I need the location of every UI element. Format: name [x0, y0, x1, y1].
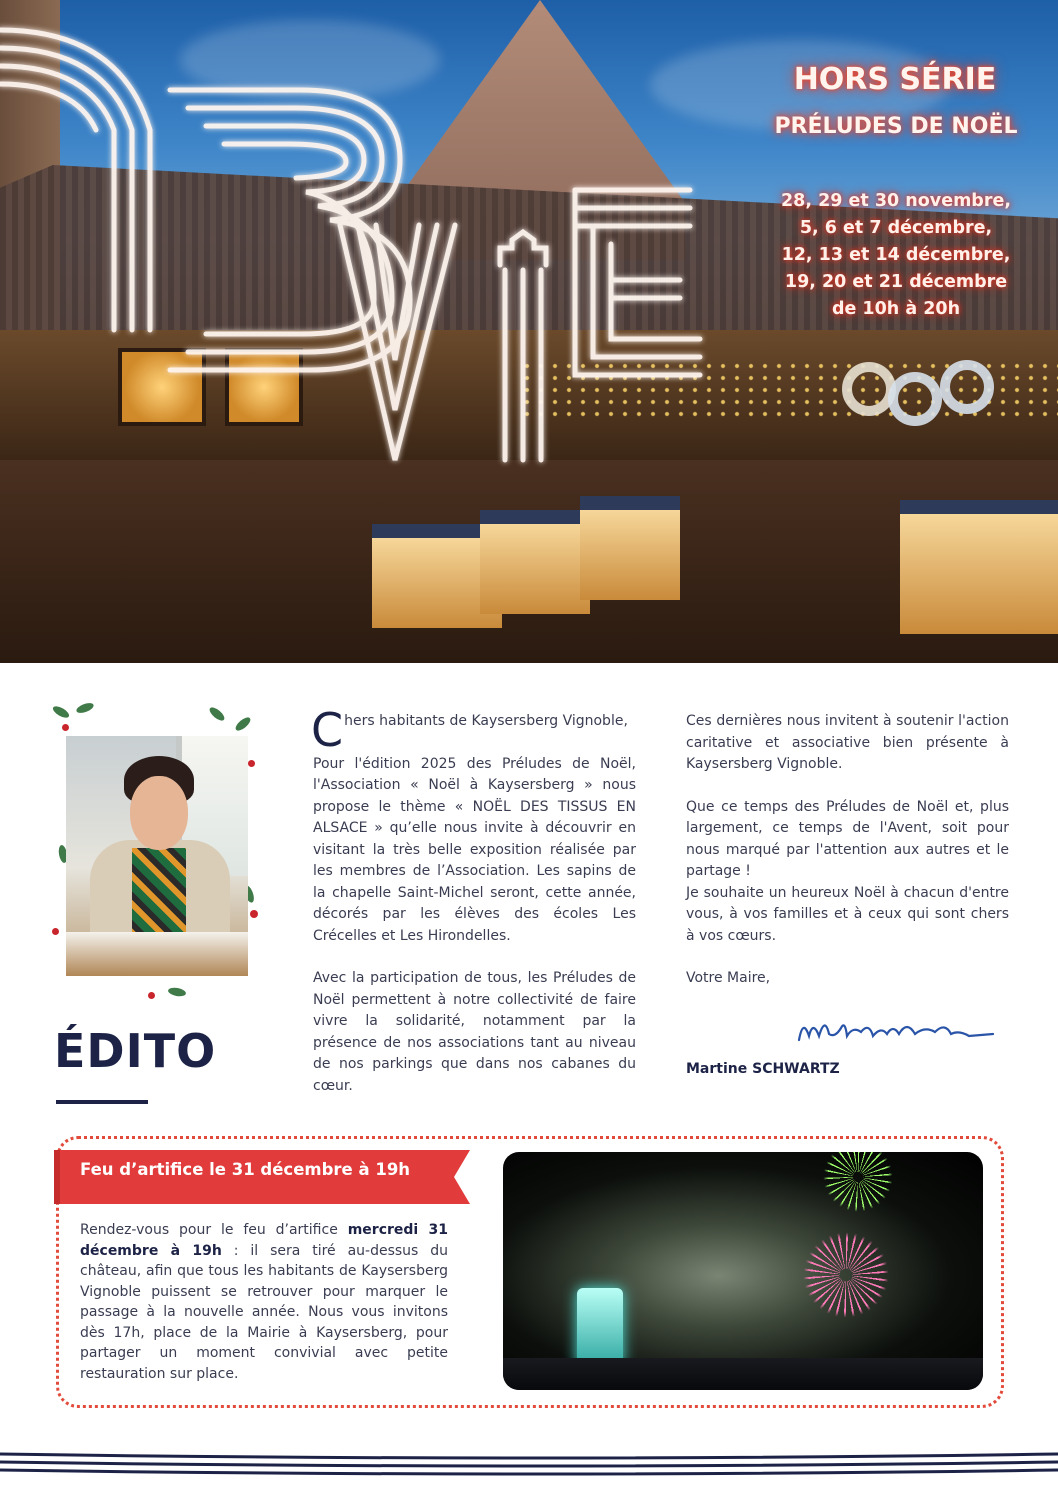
market-stall [580, 496, 680, 600]
preludes-de-noel-title: PRÉLUDES DE NOËL [774, 114, 1018, 139]
holly-leaf [234, 715, 253, 733]
mayor-photo [66, 736, 248, 976]
edito-underline [56, 1100, 148, 1104]
illuminated-tower [577, 1288, 623, 1366]
desk [66, 932, 248, 976]
edito-paragraph: Que ce temps des Préludes de Noël et, plus largement, ce temps de l'Avent, soit pour nous marqué par l'attention aux autres et le partage ! [686, 798, 1009, 879]
hors-serie-title: HORS SÉRIE [793, 62, 997, 97]
edito-paragraph: Pour l'édition 2025 des Préludes de Noël, l'Association « Noël à Kaysersberg » nous propose le thème « NOËL DES TISSUS EN ALSACE » qu’elle nous invite à découvrir en visitant la très belle exposition réalisée par les membres de l’Association. Les sapins de la chapelle Saint-Michel seront, cette année, décorés par les élèves des écoles Les Crécelles et Les Hirondelles. [313, 755, 636, 944]
holly-berry [250, 910, 258, 918]
mayor-portrait-frame [48, 700, 264, 1006]
holly-berry [248, 760, 255, 767]
date-line: 19, 20 et 21 décembre [784, 272, 1008, 292]
footer-waves [0, 1448, 1058, 1488]
mayor-name: Martine SCHWARTZ [686, 1061, 840, 1077]
holly-leaf [208, 705, 227, 723]
fireworks-date: mercredi 31 décembre à 19h [80, 1222, 448, 1259]
holly-leaf [167, 986, 186, 997]
market-stall [480, 510, 590, 614]
market-courtyard [0, 460, 1058, 663]
holly-leaf [51, 704, 71, 720]
kb-vie-logo [0, 0, 720, 480]
fireworks-text: Rendez-vous pour le feu d’artifice mercredi 31 décembre à 19h : il sera tiré au-dessus du château, afin que tous les habitants de Kaysersberg Vignoble puissent se retrouver pour marquer le passage à la nouvelle année. Nous vous invitons dès 17h, place de la Mairie à Kaysersberg, pour partager un moment convivial avec petite restauration sur place. [80, 1222, 448, 1382]
edito-greeting: Chers habitants de Kaysersberg Vignoble, [311, 703, 628, 757]
edito-title: ÉDITO [54, 1024, 217, 1078]
date-line: 28, 29 et 30 novembre, [781, 191, 1011, 211]
date-line: 12, 13 et 14 décembre, [781, 245, 1011, 265]
date-hours: de 10h à 20h [831, 299, 961, 319]
dropcap: C [311, 703, 344, 757]
hero-photo [0, 0, 1058, 663]
edito-column-1 [311, 703, 636, 1118]
holly-berry [52, 928, 59, 935]
holly-berry [148, 992, 155, 999]
firework-burst [803, 1232, 889, 1318]
edito-paragraph: Ces dernières nous invitent à soutenir l'action caritative et associative bien présente à Kaysersberg Vignoble. [686, 713, 1009, 772]
fireworks-banner-title: Feu d’artifice le 31 décembre à 19h [80, 1160, 411, 1179]
market-stall [900, 500, 1058, 634]
wreath [888, 372, 942, 426]
fireworks-photo [503, 1152, 983, 1390]
edito-paragraph: Avec la participation de tous, les Préludes de Noël permettent à notre collectivité de faire vivre la solidarité, notamment par la présence de nos associations tant au niveau de nos parkings que dans nos cabanes du cœur. [313, 970, 636, 1094]
holly-leaf [75, 701, 95, 715]
mayor-signature [795, 1012, 997, 1048]
edito-closing: Votre Maire, [686, 970, 771, 986]
rooftops [503, 1358, 983, 1390]
wreath [842, 362, 896, 416]
face [130, 776, 188, 850]
wreath [940, 360, 994, 414]
date-line: 5, 6 et 7 décembre, [799, 218, 993, 238]
firework-burst [823, 1152, 893, 1212]
holly-berry [62, 724, 69, 731]
edito-column-2 [686, 711, 1009, 1011]
edito-paragraph: Je souhaite un heureux Noël à chacun d'entre vous, à vos familles et à ceux qui sont chers à vos cœurs. [686, 884, 1009, 944]
event-dates [764, 188, 1028, 323]
